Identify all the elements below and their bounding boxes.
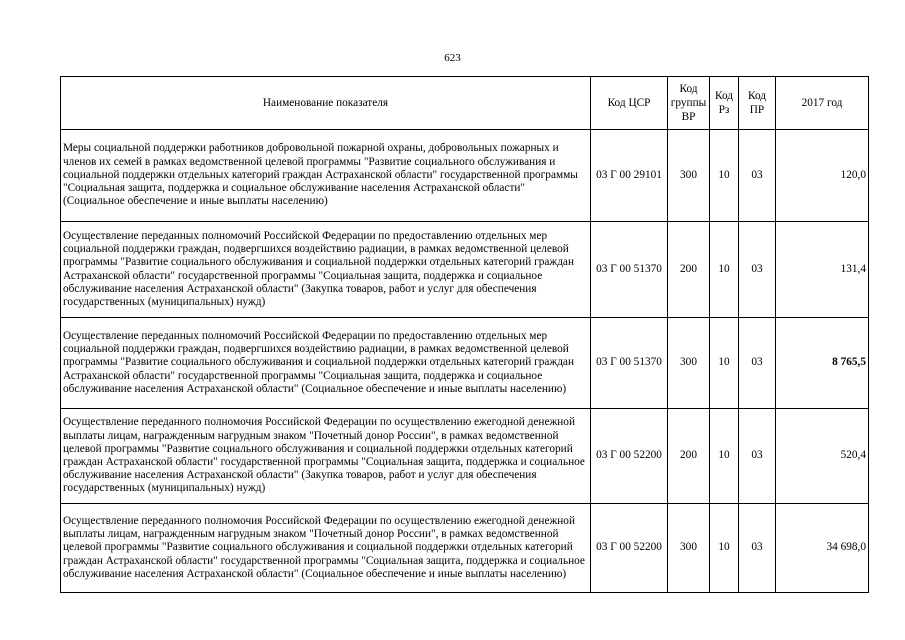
row-rz-code: 10 bbox=[710, 409, 739, 504]
row-pr-code: 03 bbox=[739, 318, 776, 409]
row-rz-code: 10 bbox=[710, 130, 739, 222]
table-row bbox=[61, 504, 869, 593]
row-csr-code: 03 Г 00 52200 bbox=[591, 504, 668, 593]
row-csr-code: 03 Г 00 29101 bbox=[591, 130, 668, 222]
page-number: 623 bbox=[444, 52, 461, 64]
row-rz-code: 10 bbox=[710, 504, 739, 593]
header-vr-code: Код группы ВР bbox=[668, 77, 710, 130]
row-csr-code: 03 Г 00 51370 bbox=[591, 222, 668, 318]
header-year: 2017 год bbox=[776, 77, 869, 130]
row-vr-code: 300 bbox=[668, 130, 710, 222]
header-pr-code: Код ПР bbox=[739, 77, 776, 130]
header-csr-code: Код ЦСР bbox=[591, 77, 668, 130]
row-amount: 8 765,5 bbox=[776, 318, 869, 409]
header-row bbox=[61, 77, 869, 130]
row-name: Осуществление переданного полномочия Российской Федерации по осуществлению ежегодной денежной выплаты лицам, награжденным нагрудным знаком "Почетный донор России", в рамках ведомственной целевой программы "Развитие социального обслуживания и социальной поддержки отдельных категорий граждан Астраханской области" государственной программы "Социальная защита, поддержка и социальное обслуживание населения Астраханской области" (Закупка товаров, работ и услуг для обеспечения государственных (муниципальных) нужд) bbox=[61, 409, 591, 504]
row-name: Меры социальной поддержки работников добровольной пожарной охраны, добровольных пожарных и членов их семей в рамках ведомственной целевой программы "Развитие социального обслуживания и социальной поддержки отдельных категорий граждан Астраханской области" государственной программы "Социальная защита, поддержка и социальное обслуживание населения Астраханской области" (Социальное обеспечение и иные выплаты населению) bbox=[61, 130, 591, 222]
row-amount: 34 698,0 bbox=[776, 504, 869, 593]
row-csr-code: 03 Г 00 51370 bbox=[591, 318, 668, 409]
table-row bbox=[61, 130, 869, 222]
row-vr-code: 200 bbox=[668, 409, 710, 504]
row-rz-code: 10 bbox=[710, 222, 739, 318]
row-amount: 120,0 bbox=[776, 130, 869, 222]
table-row bbox=[61, 409, 869, 504]
table-row bbox=[61, 318, 869, 409]
header-name: Наименование показателя bbox=[61, 77, 591, 130]
row-pr-code: 03 bbox=[739, 130, 776, 222]
row-vr-code: 200 bbox=[668, 222, 710, 318]
row-amount: 131,4 bbox=[776, 222, 869, 318]
row-name: Осуществление переданных полномочий Российской Федерации по предоставлению отдельных мер социальной поддержки граждан, подвергшихся воздействию радиации, в рамках ведомственной целевой программы "Развитие социального обслуживания и социальной поддержки отдельных категорий граждан Астраханской области" государственной программы "Социальная защита, поддержка и социальное обслуживание населения Астраханской области" (Закупка товаров, работ и услуг для обеспечения государственных (муниципальных) нужд) bbox=[61, 222, 591, 318]
row-pr-code: 03 bbox=[739, 222, 776, 318]
row-pr-code: 03 bbox=[739, 504, 776, 593]
row-pr-code: 03 bbox=[739, 409, 776, 504]
row-csr-code: 03 Г 00 52200 bbox=[591, 409, 668, 504]
budget-table bbox=[60, 76, 869, 593]
row-rz-code: 10 bbox=[710, 318, 739, 409]
header-rz-code: Код Рз bbox=[710, 77, 739, 130]
row-vr-code: 300 bbox=[668, 318, 710, 409]
row-name: Осуществление переданных полномочий Российской Федерации по предоставлению отдельных мер социальной поддержки граждан, подвергшихся воздействию радиации, в рамках ведомственной целевой программы "Развитие социального обслуживания и социальной поддержки отдельных категорий граждан Астраханской области" государственной программы "Социальная защита, поддержка и социальное обслуживание населения Астраханской области" (Социальное обеспечение и иные выплаты населению) bbox=[61, 318, 591, 409]
row-vr-code: 300 bbox=[668, 504, 710, 593]
row-amount: 520,4 bbox=[776, 409, 869, 504]
row-name: Осуществление переданного полномочия Российской Федерации по осуществлению ежегодной денежной выплаты лицам, награжденным нагрудным знаком "Почетный донор России", в рамках ведомственной целевой программы "Развитие социального обслуживания и социальной поддержки отдельных категорий граждан Астраханской области" государственной программы "Социальная защита, поддержка и социальное обслуживание населения Астраханской области" (Социальное обеспечение и иные выплаты населению) bbox=[61, 504, 591, 593]
table-row bbox=[61, 222, 869, 318]
